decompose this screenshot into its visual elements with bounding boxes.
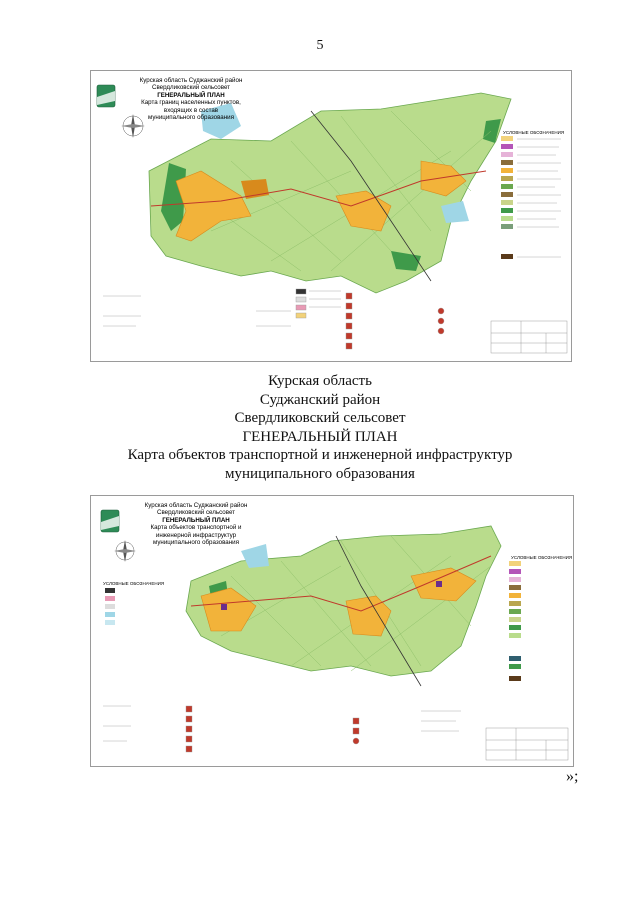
map2-title-block: Курская область Суджанский район Свердликовский сельсовет ГЕНЕРАЛЬНЫЙ ПЛАН Карта объектов транспортной и инженерной инфраструктур муниципального образования <box>144 502 248 547</box>
caption-line: Суджанский район <box>259 391 381 408</box>
caption-line: Карта объектов транспортной и инженерной инфраструктур <box>127 447 513 464</box>
legend-bottom <box>103 706 461 752</box>
title-stamp <box>491 321 567 353</box>
legend-swatches-left <box>105 588 115 625</box>
title-stamp <box>486 728 568 760</box>
map1-title-block: Курская область Суджанский район Свердликовский сельсовет ГЕНЕРАЛЬНЫЙ ПЛАН Карта границ населенных пунктов, входящих в состав муниципального образования <box>139 77 243 122</box>
utility-object <box>436 581 442 587</box>
caption-line: муниципального образования <box>225 465 415 482</box>
map-caption <box>0 372 640 484</box>
caption-line: ГЕНЕРАЛЬНЫЙ ПЛАН <box>242 428 398 445</box>
legend-bottom <box>103 289 444 349</box>
legend-swatches-right <box>501 136 561 259</box>
closing-quote-mark: »; <box>566 768 579 785</box>
map-settlement-boundaries <box>90 70 572 362</box>
map2-legend-heading-left: УСЛОВНЫЕ ОБОЗНАЧЕНИЯ <box>103 581 165 586</box>
map-transport-infrastructure <box>90 495 574 767</box>
page-number: 5 <box>316 38 324 53</box>
caption-line: Курская область <box>268 373 372 389</box>
legend-swatches-right <box>509 561 521 681</box>
map2-legend-heading-right: УСЛОВНЫЕ ОБОЗНАЧЕНИЯ <box>511 555 573 560</box>
map1-legend-heading: УСЛОВНЫЕ ОБОЗНАЧЕНИЯ <box>503 130 565 135</box>
compass-icon <box>114 540 136 562</box>
caption-line: Свердликовский сельсовет <box>234 410 406 427</box>
utility-object <box>221 604 227 610</box>
